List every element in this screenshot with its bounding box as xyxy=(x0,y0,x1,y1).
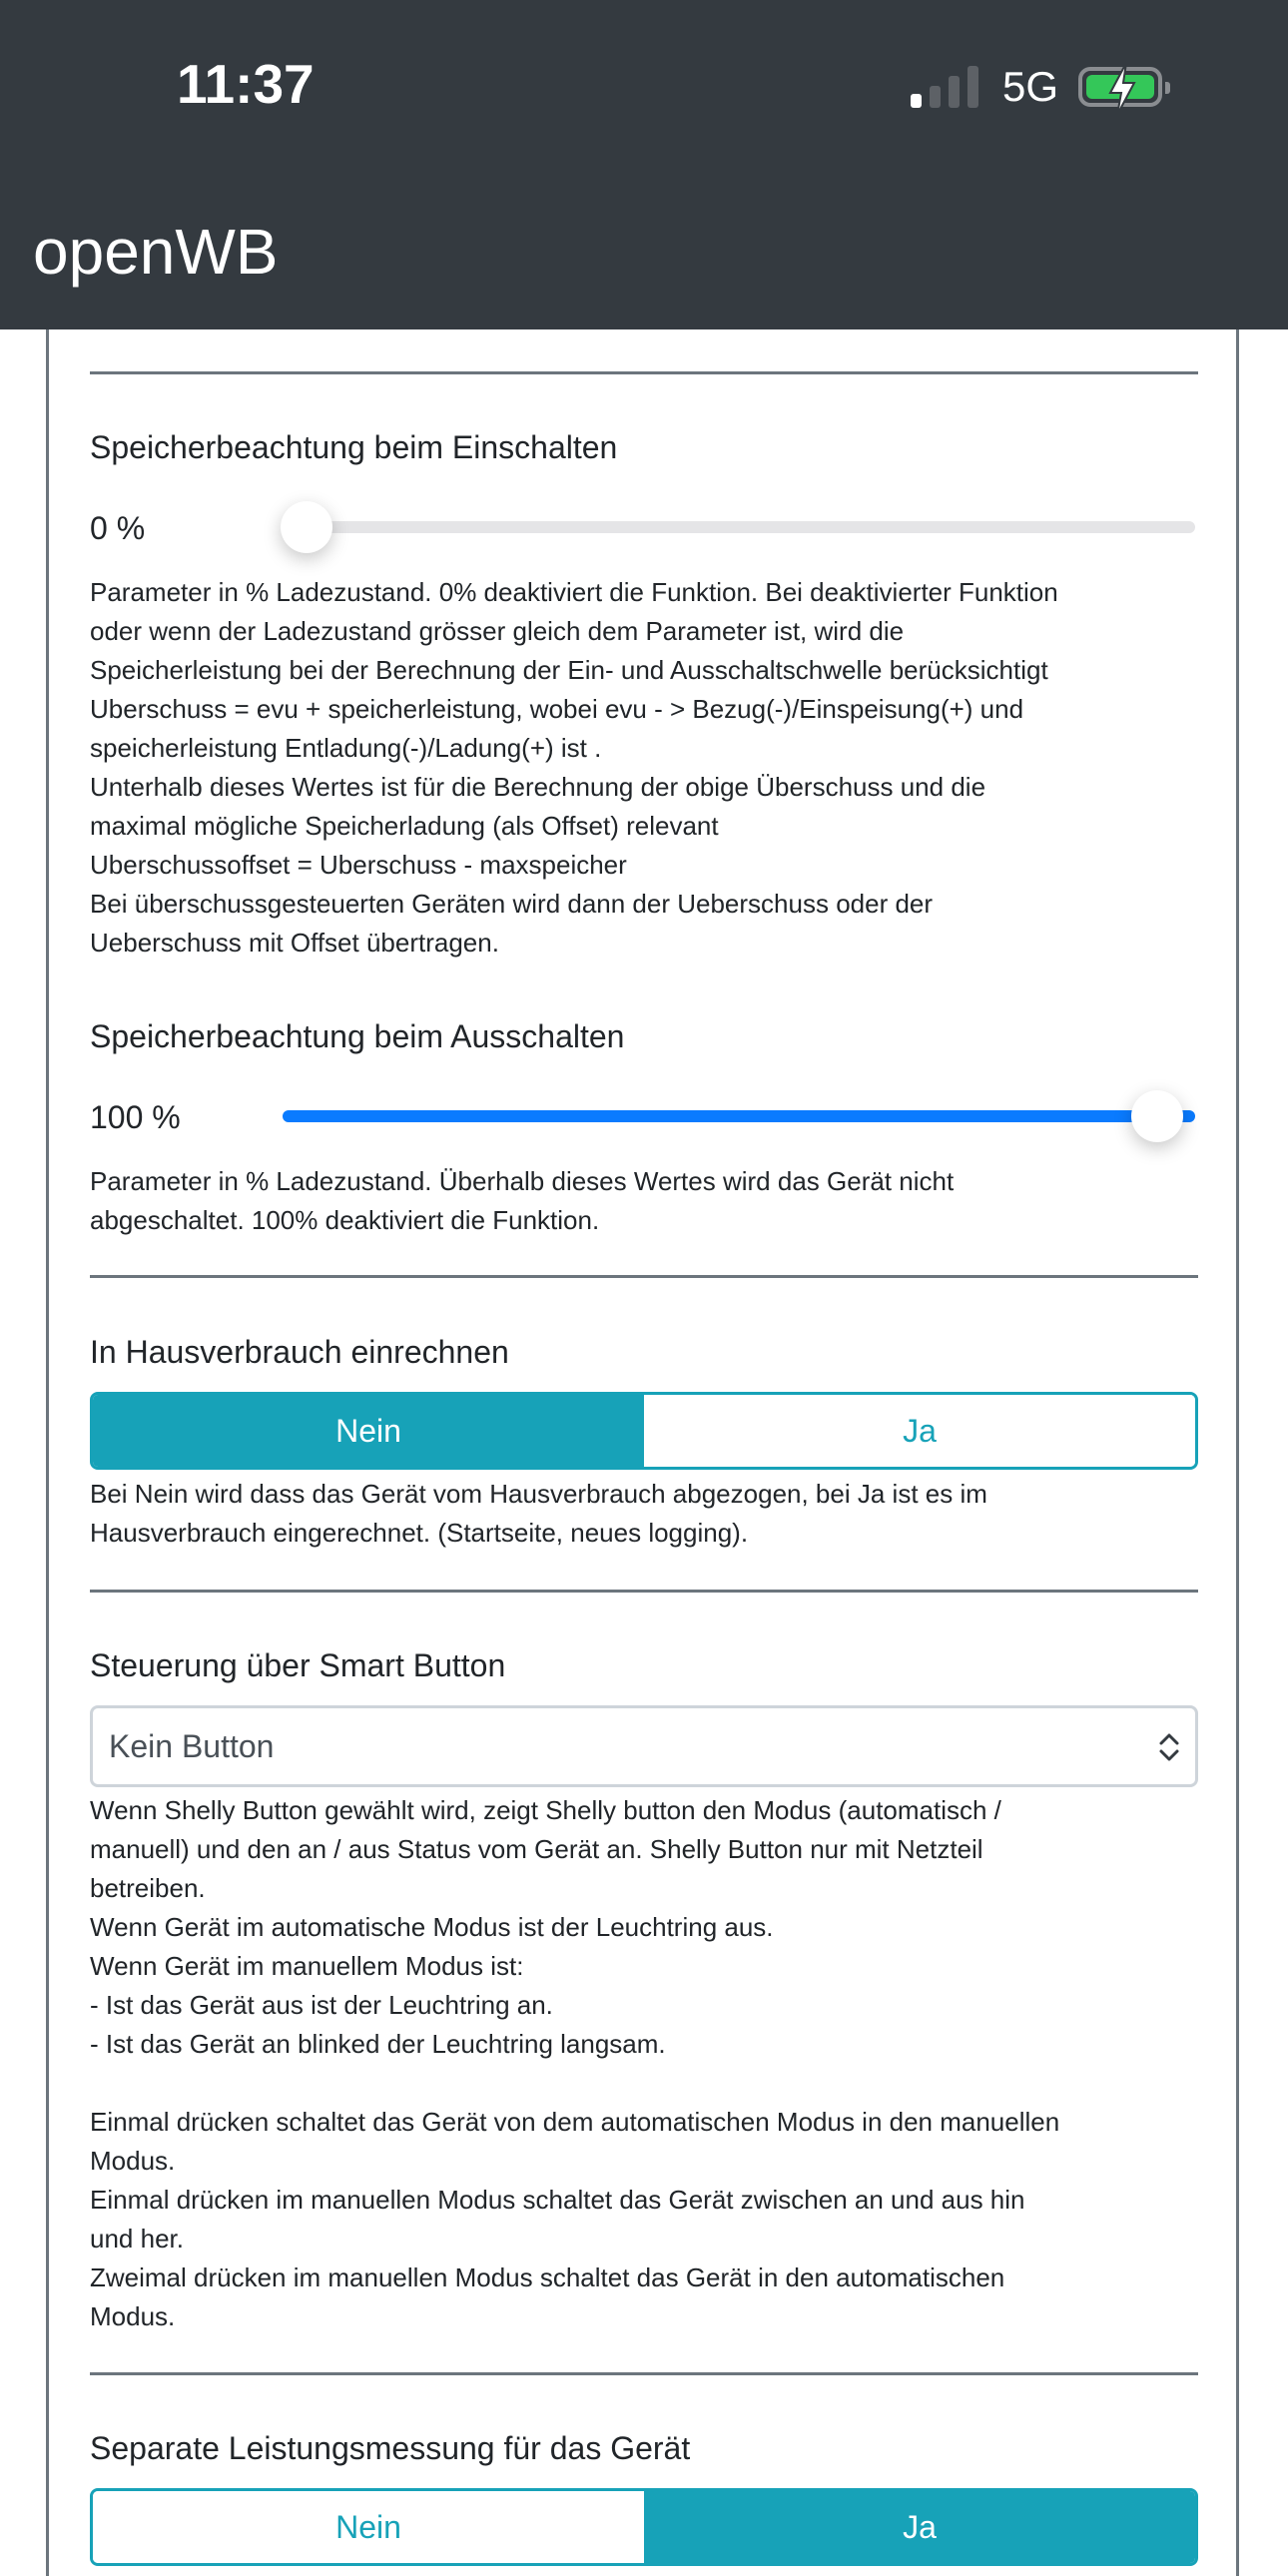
app-header xyxy=(0,0,1288,329)
ausschalten-slider[interactable] xyxy=(283,1110,1195,1122)
smart-button-help: Wenn Shelly Button gewählt wird, zeigt Shelly button den Modus (automatisch / manuell) und den an / aus Status vom Gerät an. Shelly Button nur mit Netzteil betreiben. Wenn Gerät im automatische Modus ist der Leuchtring aus. Wenn Gerät im manuellem Modus ist: - Ist das Gerät aus ist der Leuchtring an. - Ist das Gerät an blinked der Leuchtring langsam. Einmal drücken schaltet das Gerät von dem automatischen Modus in den manuellen Modus. Einmal drücken im manuellen Modus schaltet das Gerät zwischen an und aus hin und her. Zweimal drücken im manuellen Modus schaltet das Gerät in den automatischen Modus. xyxy=(90,1795,1060,2331)
ausschalten-slider-thumb[interactable] xyxy=(1131,1090,1183,1142)
hausverbrauch-title: In Hausverbrauch einrechnen xyxy=(90,1334,509,1370)
select-chevron-icon xyxy=(1157,1730,1181,1764)
hausverbrauch-nein-button[interactable]: Nein xyxy=(93,1395,644,1467)
hausverbrauch-help: Bei Nein wird dass das Gerät vom Hausverbrauch abgezogen, bei Ja ist es im Hausverbrauch eingerechnet. (Startseite, neues logging). xyxy=(90,1479,987,1548)
leistungsmessung-toggle xyxy=(90,2488,1198,2566)
hausverbrauch-toggle xyxy=(90,1392,1198,1470)
app-title: openWB xyxy=(33,216,279,288)
einschalten-title: Speicherbeachtung beim Einschalten xyxy=(90,429,618,465)
battery-charging-icon xyxy=(1078,67,1162,107)
smart-button-selected: Kein Button xyxy=(109,1728,275,1764)
slider-fill xyxy=(283,1110,1195,1122)
ausschalten-title: Speicherbeachtung beim Ausschalten xyxy=(90,1018,625,1054)
divider xyxy=(90,2372,1198,2375)
divider xyxy=(90,1590,1198,1593)
divider xyxy=(90,1275,1198,1278)
einschalten-slider[interactable] xyxy=(283,521,1195,533)
divider xyxy=(90,371,1198,374)
einschalten-slider-thumb[interactable] xyxy=(281,501,332,553)
smart-button-title: Steuerung über Smart Button xyxy=(90,1647,506,1683)
leistungsmessung-title: Separate Leistungsmessung für das Gerät xyxy=(90,2430,691,2466)
ausschalten-value: 100 % xyxy=(90,1099,181,1135)
ausschalten-help: Parameter in % Ladezustand. Überhalb dieses Wertes wird das Gerät nicht abgeschaltet. 100% deaktiviert die Funktion. xyxy=(90,1166,955,1235)
signal-icon xyxy=(911,66,978,108)
smart-button-select[interactable] xyxy=(90,1705,1198,1787)
status-time: 11:37 xyxy=(177,53,315,115)
einschalten-help: Parameter in % Ladezustand. 0% deaktiviert die Funktion. Bei deaktivierter Funktion oder wenn der Ladezustand grösser gleich dem Parameter ist, wird die Speicherleistung bei der Berechnung der Ein- und Ausschaltschwelle berücksichtigt Uberschuss = evu + speicherleistung, wobei evu - > Bezug(-)/Einspeisung(+) und speicherleistung Entladung(-)/Ladung(+) ist . Unterhalb dieses Wertes ist für die Berechnung der obige Überschuss und die maximal mögliche Speicherladung (als Offset) relevant Uberschussoffset = Uberschuss - maxspeicher Bei überschussgesteuerten Geräten wird dann der Ueberschuss oder der Ueberschuss mit Offset übertragen. xyxy=(90,577,1058,958)
einschalten-value: 0 % xyxy=(90,510,146,546)
leistungsmessung-ja-button[interactable]: Ja xyxy=(644,2491,1195,2563)
network-type: 5G xyxy=(1002,63,1059,110)
hausverbrauch-ja-button[interactable]: Ja xyxy=(644,1395,1195,1467)
status-indicators xyxy=(911,62,1162,112)
leistungsmessung-nein-button[interactable]: Nein xyxy=(93,2491,644,2563)
